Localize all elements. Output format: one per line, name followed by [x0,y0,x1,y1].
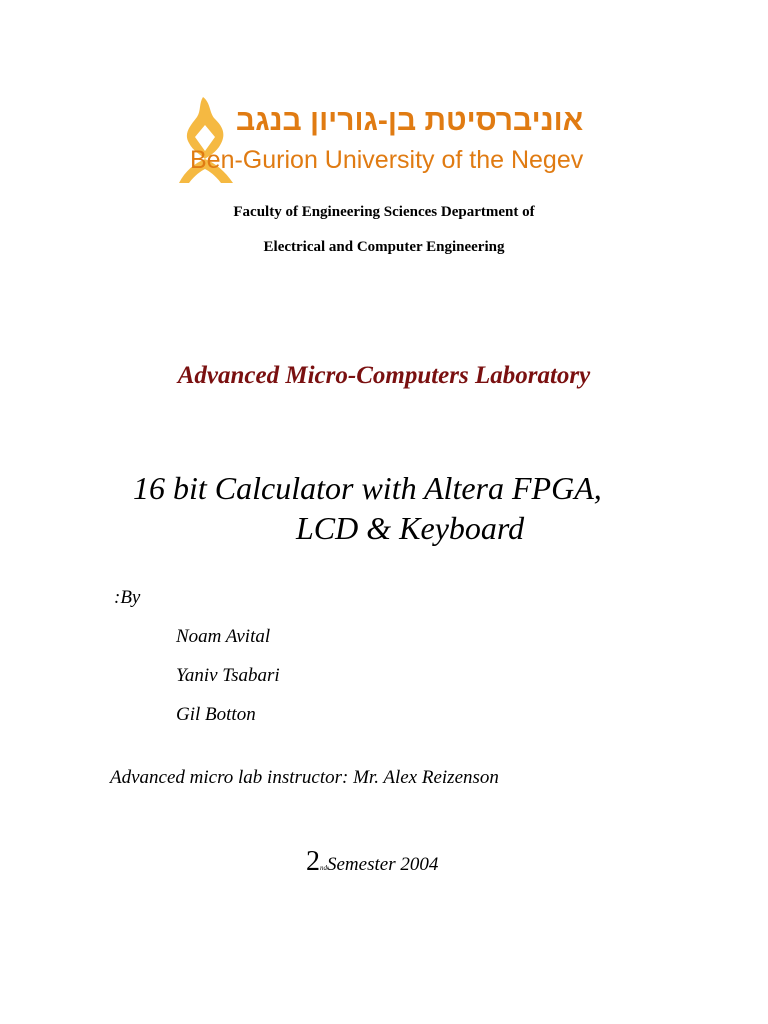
title-line-2: LCD & Keyboard [296,510,525,546]
faculty-line-2: Electrical and Computer Engineering [263,239,505,255]
logo-english-name: Ben-Gurion University of the Negev [190,146,584,174]
instructor-line: Advanced micro lab instructor: Mr. Alex Reizenson [110,767,499,788]
semester-number: 2 [306,846,320,877]
author-1: Noam Avital [176,626,271,647]
lab-name: Advanced Micro-Computers Laboratory [177,362,591,389]
semester-text: Semester 2004 [327,854,439,875]
author-2: Yaniv Tsabari [176,665,280,686]
title-line-1: 16 bit Calculator with Altera FPGA, [133,470,602,506]
by-label: :By [114,587,141,608]
semester-line [306,846,438,878]
semester-suffix: nd [320,864,327,872]
author-3: Gil Botton [176,704,256,725]
logo-hebrew-name: אוניברסיטת בן-גוריון בנגב [236,104,584,137]
faculty-line-1: Faculty of Engineering Sciences Department of [233,204,535,220]
